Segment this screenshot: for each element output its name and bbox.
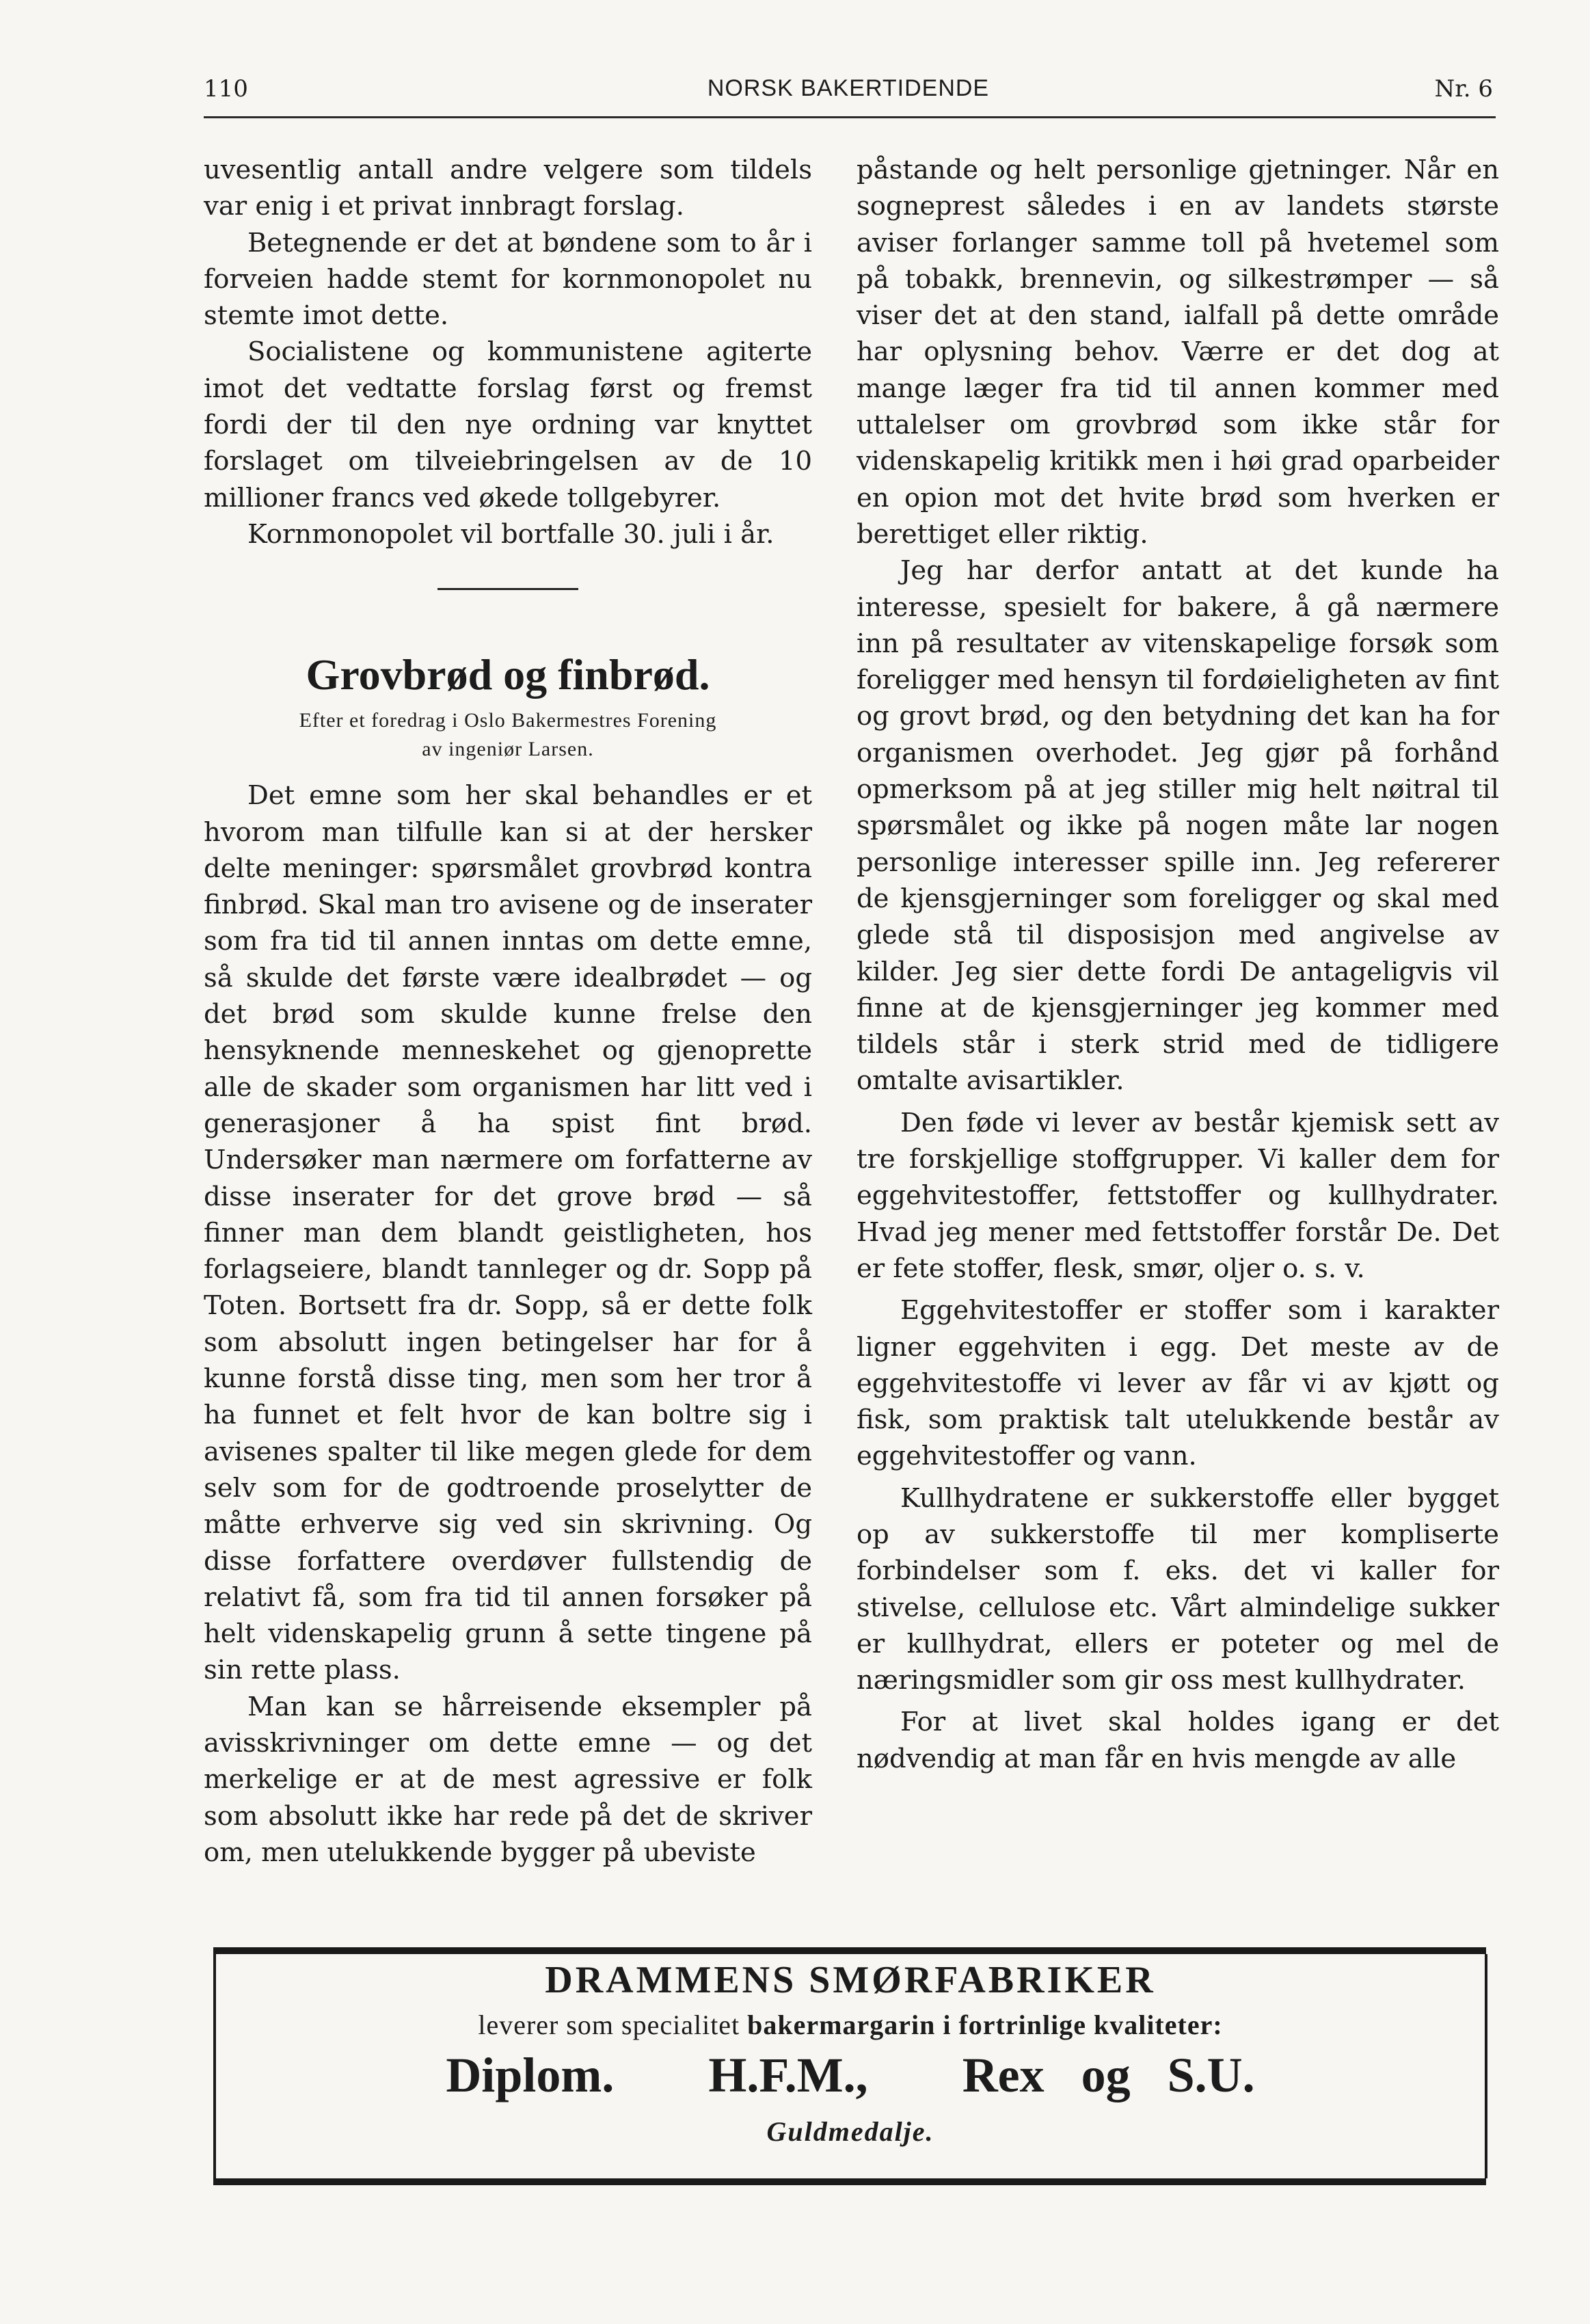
paragraph: Eggehvitestoffer er stoffer som i karakter ligner eggehviten i egg. Det meste av de eggehvitestoffe vi lever av får vi av kjøtt og fisk, som praktisk talt utelukkende består av eggehvitestoffer og vann. — [857, 1295, 1499, 1472]
brand-hfm: H.F.M., — [708, 2048, 868, 2102]
paragraph: Kullhydratene er sukkerstoffe eller bygget op av sukkerstoffe til mer kompliserte forbindelser som f. eks. det vi kaller for stivelse, cellulose etc. Vårt almindelige sukker er kullhydrat, ellers er poteter og mel de næringsmidler som gir oss mest kullhydrater. — [857, 1482, 1499, 1696]
ad-tagline-bold: bakermargarin i fortrinlige kvaliteter: — [747, 2009, 1223, 2040]
brand-diplom: Diplom. — [446, 2048, 615, 2102]
byline-line: Efter et foredrag i Oslo Bakermestres Forening — [299, 709, 717, 732]
byline-line: av ingeniør Larsen. — [422, 738, 594, 761]
publication-title: NORSK BAKERTIDENDE — [707, 75, 990, 101]
paragraph: Kornmonopolet vil bortfalle 30. juli i år. — [247, 518, 774, 550]
paragraph: uvesentlig antall andre velgere som tildels var enig i et privat innbragt forslag. — [204, 155, 812, 222]
ad-award: Guldmedalje. — [766, 2116, 934, 2147]
brand-su: S.U. — [1167, 2048, 1255, 2102]
ad-bottom-rule — [213, 2178, 1486, 2185]
paragraph: For at livet skal holdes igang er det nødvendig at man får en hvis mengde av alle — [857, 1707, 1499, 1774]
ad-tagline — [216, 2009, 1485, 2041]
paragraph: Jeg har derfor antatt at det kunde ha interesse, spesielt for bakere, å gå nærmere inn på resultater av vitenskapelige forsøk som foreligger med hensyn til fordøieligheten av fint og grovt brød, og den betydning det kan ha for organismen overhodet. Jeg gjør på forhånd opmerksom på at jeg stiller mig helt nøitral til spørsmålet og ikke på nogen måte lar nogen personlige interesser spille inn. Jeg refererer de kjensgjerninger som foreligger og skal med glede stå til disposisjon med angivelse av kilder. Jeg sier dette fordi De antageligvis vil finne at de kjensgjerninger jeg kommer med tildels står i sterk strid med de tidligere omtalte avisartikler. — [857, 555, 1499, 1097]
ad-company-name: DRAMMENS SMØRFABRIKER — [545, 1959, 1156, 2001]
page-header — [204, 75, 1493, 116]
paragraph: Man kan se hårreisende eksempler på avisskrivninger om dette emne — og det merkelige er at de mest agressive er folk som absolutt ikke har rede på det de skriver om, men utelukkende bygger på ubeviste — [204, 1691, 812, 1868]
paragraph: Det emne som her skal behandles er et hvorom man tilfulle kan si at der hersker delte meninger: spørsmålet grovbrød kontra finbrød. Skal man tro avisene og de inserater som fra tid til annen inntas om dette emne, så skulde det første være idealbrødet — og det brød som skulde kunne frelse den hensyknende menneskehet og gjenoprette alle de skader som organismen har litt ved i generasjoner å ha spist fint brød. Undersøker man nærmere om forfatterne av disse inserater for det grove brød — så finner man dem blandt geistligheten, hos forlagseiere, blandt tannleger og dr. Sopp på Toten. Bortsett fra dr. Sopp, så er dette folk som absolutt ingen betingelser har for å kunne forstå disse ting, men som her tror å ha funnet et felt hvor de kan boltre sig i avisenes spalter til like megen glede for dem selv som for de godtroende proselytter de måtte erhverve sig ved sin skrivning. Og disse forfattere overdøver fullstendig de relativt få, som fra tid til annen forsøker på helt videnskapelig grunn å sette tingene på sin rette plass. — [204, 780, 812, 1686]
left-column — [204, 152, 812, 1871]
ad-tagline-plain: leverer som specialitet — [478, 2009, 740, 2040]
paragraph: påstande og helt personlige gjetninger. Når en sogneprest således i en av landets største aviser forlanger samme toll på hvetemel som på tobakk, brennevin, og silkestrømper — så viser det at den stand, ialfall på dette område har oplysning behov. Værre er det dog at mange læger fra tid til annen kommer med uttalelser om grovbrød som ikke står for videnskapelig kritikk men i høi grad oparbeider en opion mot det hvite brød som hverken er berettiget eller riktig. — [857, 155, 1499, 550]
issue-number: Nr. 6 — [1434, 75, 1493, 103]
paragraph: Betegnende er det at bøndene som to år i forveien hadde stemt for kornmonopolet nu stemte imot dette. — [204, 227, 812, 332]
ad-brands — [216, 2047, 1485, 2104]
paragraph: Den føde vi lever av består kjemisk sett av tre forskjellige stoffgrupper. Vi kaller dem for eggehvitestoffer, fettstoffer og kullhydrater. Hvad jeg mener med fettstoffer forstår De. Det er fete stoffer, flesk, smør, oljer o. s. v. — [857, 1107, 1499, 1284]
right-column — [857, 152, 1499, 1777]
page-number: 110 — [204, 75, 248, 103]
brand-rex: Rex — [962, 2048, 1045, 2102]
article-byline — [204, 706, 812, 764]
header-rule — [204, 116, 1496, 118]
advertisement — [213, 1954, 1487, 2178]
ad-top-rule — [213, 1947, 1486, 1954]
brand-and: og — [1081, 2048, 1131, 2102]
paragraph: Socialistene og kommunistene agiterte imot det vedtatte forslag først og fremst fordi der til den nye ordning var knyttet forslaget om tilveiebringelsen av de 10 millioner francs ved økede tollgebyrer. — [204, 336, 812, 513]
article-title: Grovbrød og finbrød. — [306, 650, 710, 699]
section-divider — [437, 588, 578, 590]
